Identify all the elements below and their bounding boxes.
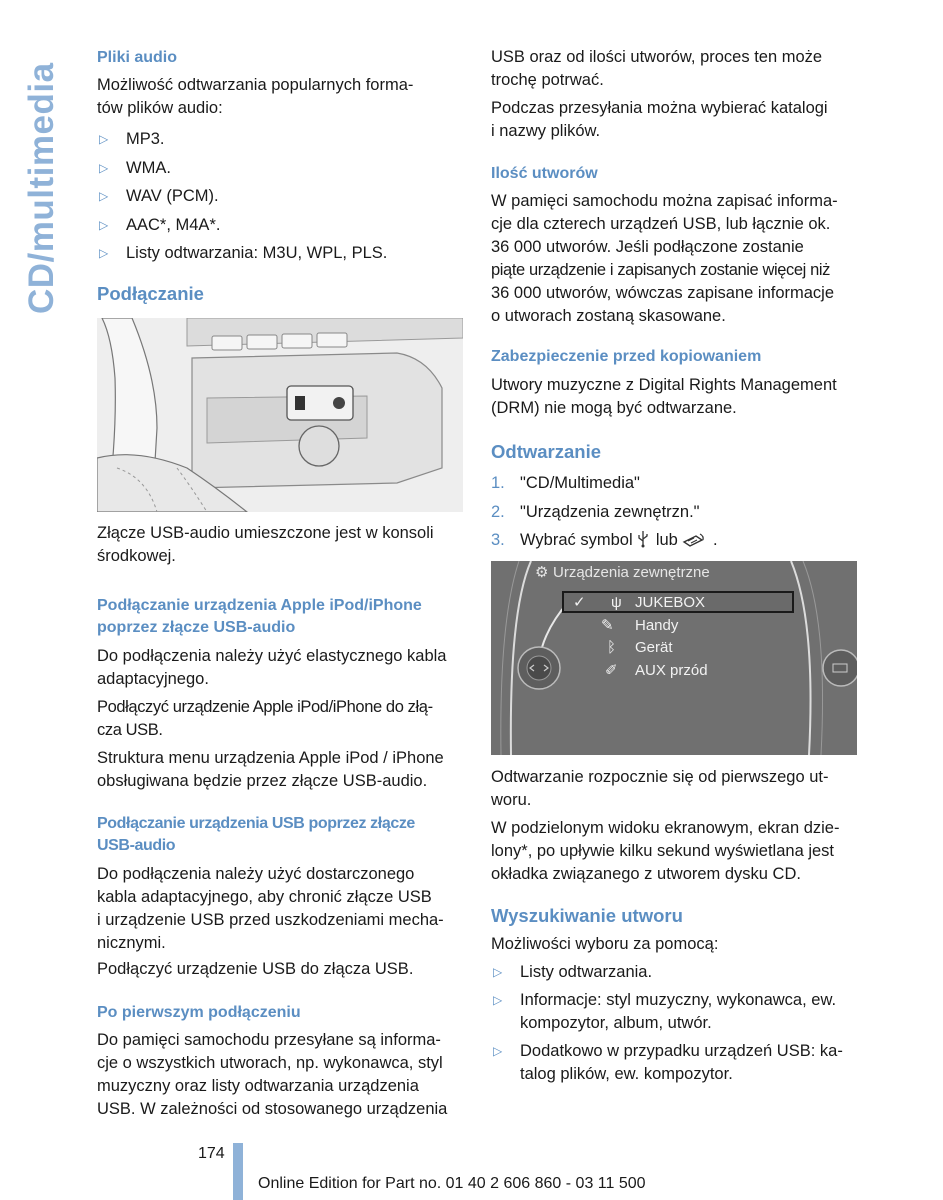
bullet-triangle-icon: ▷ — [99, 160, 109, 175]
text-line: Złącze USB-audio umieszczone jest w konsoli — [97, 524, 434, 542]
paragraph-after-2: W podzielonym widoku ekranowym, ekran dzie- lony*, po upływie kilku sekund wyświetlana jest okładka związanego z utworem dysku CD. — [491, 819, 840, 883]
usb-icon: ψ — [611, 594, 622, 611]
paragraph-zabezpieczenie: Utwory muzyczne z Digital Rights Management (DRM) nie mogą być odtwarzane. — [491, 376, 837, 417]
heading-odtwarzanie: Odtwarzanie — [491, 441, 601, 462]
step-item: 3. Wybrać symbol lub . — [491, 526, 861, 558]
list-item: ▷ MP3. — [97, 125, 467, 154]
search-intro: Możliwości wyboru za pomocą: — [491, 935, 719, 953]
list-item: ▷ Dodatkowo w przypadku urządzeń USB: ka- talog plików, ew. kompozytor. — [493, 1042, 843, 1083]
heading-pliki-audio: Pliki audio — [97, 49, 178, 66]
device-menu-icon: ⚙ — [535, 564, 549, 581]
paragraph-apple-1: Do podłączenia należy użyć elastycznego kabla adaptacyjnego. — [97, 647, 447, 688]
paragraph-ilosc: W pamięci samochodu można zapisać informa- cje dla czterech urządzeń USB, lub łącznie ok. 36 000 utworów. Jeśli podłączone zostanie piąte urządzenie i zapisanych zostanie więcej niż 36 000 utworów, wówczas zapisane informacje o utworach zostaną skasowane. — [491, 192, 838, 325]
text-line: Możliwość odtwarzania popularnych forma- — [97, 76, 414, 94]
edition-footer: Online Edition for Part no. 01 40 2 606 860 - 03 11 500 — [258, 1175, 646, 1192]
paragraph-after-1: Odtwarzanie rozpocznie się od pierwszego ut- woru. — [491, 768, 829, 809]
heading-podlaczanie: Podłączanie — [97, 283, 204, 304]
screen-title: Urządzenia zewnętrzne — [553, 564, 710, 581]
list-item: ▷ Informacje: styl muzyczny, wykonawca, ew. kompozytor, album, utwór. — [493, 991, 837, 1032]
paragraph-apple-2: Podłączyć urządzenie Apple iPod/iPhone do złą- cza USB. — [97, 698, 433, 739]
steps-list — [491, 469, 861, 558]
checkmark-icon: ✓ — [573, 594, 586, 611]
search-list — [491, 961, 861, 1086]
heading-ilosc: Ilość utworów — [491, 165, 598, 182]
paragraph-continued: USB oraz od ilości utworów, proces ten może trochę potrwać. — [491, 48, 823, 89]
usb-console-illustration — [97, 318, 463, 512]
menu-item-handy[interactable]: ✎ Handy — [573, 615, 793, 638]
paragraph-transfer: Podczas przesyłania można wybierać katalogi i nazwy plików. — [491, 99, 828, 140]
footer-accent-bar — [233, 1143, 243, 1200]
list-item: ▷ WMA. — [97, 154, 467, 183]
phone-icon: ✎ — [601, 616, 614, 634]
page-number: 174 — [198, 1145, 225, 1162]
list-item: ▷ WAV (PCM). — [97, 182, 467, 211]
text-line: środkowej. — [97, 547, 176, 565]
menu-item-aux[interactable]: ✐ AUX przód — [573, 660, 793, 683]
text-line: tów plików audio: — [97, 99, 223, 117]
photo-caption — [97, 522, 434, 568]
paragraph-pliki-audio — [97, 74, 413, 120]
aux-plug-icon: ✐ — [605, 661, 618, 679]
step-item: 2. "Urządzenia zewnętrzn." — [491, 502, 700, 521]
paragraph-apple-3: Struktura menu urządzenia Apple iPod / iPhone obsługiwana będzie przez złącze USB-audio. — [97, 749, 444, 790]
step-item: 1. "CD/Multimedia" — [491, 474, 640, 492]
heading-usb: Podłączanie urządzenia USB poprzez złącze USB-audio — [97, 815, 415, 854]
bullet-triangle-icon: ▷ — [493, 1044, 503, 1058]
list-item: ▷ Listy odtwarzania: M3U, WPL, PLS. — [97, 239, 467, 268]
menu-item-geraet[interactable]: ᛒ Gerät — [573, 637, 793, 660]
heading-wyszukiwanie: Wyszukiwanie utworu — [491, 905, 683, 926]
screen-menu — [573, 592, 793, 682]
section-title-vertical: CD/multimedia — [22, 62, 61, 314]
idrive-screen — [491, 561, 857, 755]
usb-console-photo — [97, 318, 463, 512]
bullet-triangle-icon: ▷ — [493, 993, 503, 1007]
paragraph-usb-1: Do podłączenia należy użyć dostarczonego kabla adaptacyjnego, aby chronić złącze USB i urządzenie USB przed uszkodzeniami mecha- nicznymi. — [97, 865, 444, 952]
list-item: ▷ AAC*, M4A*. — [97, 211, 467, 240]
bullet-triangle-icon: ▷ — [99, 217, 109, 232]
bullet-triangle-icon: ▷ — [99, 189, 109, 203]
phone-symbol-icon — [682, 529, 708, 558]
bullet-triangle-icon: ▷ — [493, 965, 503, 979]
screen-header — [535, 563, 710, 583]
bullet-triangle-icon: ▷ — [99, 132, 109, 146]
usb-symbol-icon — [637, 529, 651, 558]
menu-item-jukebox[interactable]: ✓ ψ JUKEBOX — [573, 592, 793, 615]
heading-apple: Podłączanie urządzenia Apple iPod/iPhone poprzez złącze USB-audio — [97, 597, 422, 636]
heading-zabezpieczenie: Zabezpieczenie przed kopiowaniem — [491, 348, 762, 365]
bluetooth-icon: ᛒ — [607, 639, 617, 656]
heading-first-connection: Po pierwszym podłączeniu — [97, 1004, 301, 1021]
paragraph-usb-2: Podłączyć urządzenie USB do złącza USB. — [97, 960, 414, 978]
formats-list — [97, 125, 467, 268]
list-item: ▷ Listy odtwarzania. — [491, 961, 861, 984]
bullet-triangle-icon: ▷ — [99, 246, 109, 260]
paragraph-first-connection: Do pamięci samochodu przesyłane są informa- cje o wszystkich utworach, np. wykonawca, styl muzyczny oraz listy odtwarzania urządzenia USB. W zależności od stosowanego urządzenia — [97, 1031, 448, 1118]
